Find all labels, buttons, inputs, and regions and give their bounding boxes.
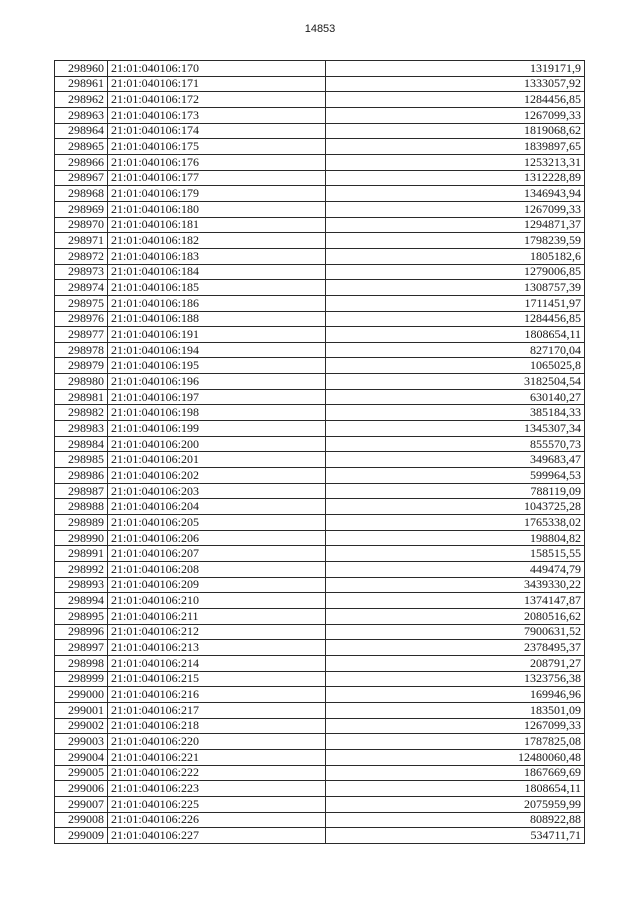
timestamp-cell: 21:01:040106:203: [108, 483, 326, 499]
value-cell: 169946,96: [326, 687, 585, 703]
timestamp-cell: 21:01:040106:200: [108, 436, 326, 452]
value-cell: 599964,53: [326, 468, 585, 484]
table-row: [55, 421, 585, 437]
timestamp-cell: 21:01:040106:225: [108, 796, 326, 812]
timestamp-cell: 21:01:040106:209: [108, 577, 326, 593]
timestamp-cell: 21:01:040106:196: [108, 374, 326, 390]
value-cell: 788119,09: [326, 483, 585, 499]
table-row: [55, 765, 585, 781]
table-row: [55, 749, 585, 765]
table-row: [55, 405, 585, 421]
index-cell: 299009: [55, 828, 108, 844]
index-cell: 299006: [55, 781, 108, 797]
timestamp-cell: 21:01:040106:198: [108, 405, 326, 421]
index-cell: 298978: [55, 342, 108, 358]
table-row: [55, 327, 585, 343]
value-cell: 1065025,8: [326, 358, 585, 374]
timestamp-cell: 21:01:040106:220: [108, 734, 326, 750]
value-cell: 1284456,85: [326, 311, 585, 327]
timestamp-cell: 21:01:040106:206: [108, 530, 326, 546]
index-cell: 298983: [55, 421, 108, 437]
timestamp-cell: 21:01:040106:214: [108, 655, 326, 671]
value-cell: 855570,73: [326, 436, 585, 452]
value-cell: 449474,79: [326, 562, 585, 578]
table-row: [55, 796, 585, 812]
timestamp-cell: 21:01:040106:207: [108, 546, 326, 562]
timestamp-cell: 21:01:040106:218: [108, 718, 326, 734]
table-row: [55, 812, 585, 828]
table-row: [55, 640, 585, 656]
index-cell: 298981: [55, 389, 108, 405]
timestamp-cell: 21:01:040106:216: [108, 687, 326, 703]
table-row: [55, 280, 585, 296]
page-number: 14853: [304, 23, 336, 35]
index-cell: 298962: [55, 92, 108, 108]
value-cell: 1808654,11: [326, 327, 585, 343]
table-row: [55, 76, 585, 92]
value-cell: 1808654,11: [326, 781, 585, 797]
index-cell: 298987: [55, 483, 108, 499]
value-cell: 808922,88: [326, 812, 585, 828]
value-cell: 1346943,94: [326, 186, 585, 202]
timestamp-cell: 21:01:040106:208: [108, 562, 326, 578]
index-cell: 299003: [55, 734, 108, 750]
timestamp-cell: 21:01:040106:197: [108, 389, 326, 405]
timestamp-cell: 21:01:040106:180: [108, 201, 326, 217]
value-cell: 349683,47: [326, 452, 585, 468]
timestamp-cell: 21:01:040106:174: [108, 123, 326, 139]
value-cell: 3439330,22: [326, 577, 585, 593]
timestamp-cell: 21:01:040106:184: [108, 264, 326, 280]
timestamp-cell: 21:01:040106:188: [108, 311, 326, 327]
table-row: [55, 217, 585, 233]
index-cell: 298965: [55, 139, 108, 155]
index-cell: 298980: [55, 374, 108, 390]
value-cell: 1267099,33: [326, 718, 585, 734]
index-cell: 298964: [55, 123, 108, 139]
table-row: [55, 608, 585, 624]
table-row: [55, 389, 585, 405]
index-cell: 298966: [55, 154, 108, 170]
table-row: [55, 468, 585, 484]
index-cell: 299008: [55, 812, 108, 828]
value-cell: 1312228,89: [326, 170, 585, 186]
index-cell: 298960: [55, 61, 108, 77]
table-row: [55, 562, 585, 578]
table-row: [55, 139, 585, 155]
index-cell: 298989: [55, 515, 108, 531]
table-row: [55, 483, 585, 499]
table-row: [55, 154, 585, 170]
table-row: [55, 828, 585, 844]
timestamp-cell: 21:01:040106:213: [108, 640, 326, 656]
index-cell: 298969: [55, 201, 108, 217]
value-cell: 198804,82: [326, 530, 585, 546]
value-cell: 12480060,48: [326, 749, 585, 765]
value-cell: 183501,09: [326, 702, 585, 718]
index-cell: 298998: [55, 655, 108, 671]
value-cell: 1787825,08: [326, 734, 585, 750]
timestamp-cell: 21:01:040106:183: [108, 248, 326, 264]
value-cell: 1805182,6: [326, 248, 585, 264]
table-row: [55, 452, 585, 468]
table-row: [55, 248, 585, 264]
index-cell: 298971: [55, 233, 108, 249]
value-cell: 1253213,31: [326, 154, 585, 170]
index-cell: 298972: [55, 248, 108, 264]
value-cell: 1308757,39: [326, 280, 585, 296]
value-cell: 1765338,02: [326, 515, 585, 531]
table-row: [55, 233, 585, 249]
index-cell: 298993: [55, 577, 108, 593]
timestamp-cell: 21:01:040106:205: [108, 515, 326, 531]
table-row: [55, 702, 585, 718]
table-row: [55, 687, 585, 703]
index-cell: 298967: [55, 170, 108, 186]
table-row: [55, 530, 585, 546]
value-cell: 7900631,52: [326, 624, 585, 640]
timestamp-cell: 21:01:040106:226: [108, 812, 326, 828]
index-cell: 298979: [55, 358, 108, 374]
table-row: [55, 342, 585, 358]
index-cell: 298975: [55, 295, 108, 311]
value-cell: 1043725,28: [326, 499, 585, 515]
index-cell: 298996: [55, 624, 108, 640]
value-cell: 534711,71: [326, 828, 585, 844]
value-cell: 208791,27: [326, 655, 585, 671]
timestamp-cell: 21:01:040106:202: [108, 468, 326, 484]
index-cell: 298982: [55, 405, 108, 421]
table-row: [55, 92, 585, 108]
index-cell: 298977: [55, 327, 108, 343]
timestamp-cell: 21:01:040106:173: [108, 107, 326, 123]
table-row: [55, 734, 585, 750]
index-cell: 298991: [55, 546, 108, 562]
table-row: [55, 718, 585, 734]
value-cell: 3182504,54: [326, 374, 585, 390]
timestamp-cell: 21:01:040106:179: [108, 186, 326, 202]
index-cell: 298976: [55, 311, 108, 327]
table-row: [55, 546, 585, 562]
value-cell: 385184,33: [326, 405, 585, 421]
index-cell: 298985: [55, 452, 108, 468]
timestamp-cell: 21:01:040106:201: [108, 452, 326, 468]
timestamp-cell: 21:01:040106:175: [108, 139, 326, 155]
value-cell: 2075959,99: [326, 796, 585, 812]
value-cell: 1374147,87: [326, 593, 585, 609]
index-cell: 298974: [55, 280, 108, 296]
value-cell: 1319171,9: [326, 61, 585, 77]
timestamp-cell: 21:01:040106:170: [108, 61, 326, 77]
timestamp-cell: 21:01:040106:176: [108, 154, 326, 170]
index-cell: 298970: [55, 217, 108, 233]
value-cell: 2378495,37: [326, 640, 585, 656]
timestamp-cell: 21:01:040106:182: [108, 233, 326, 249]
value-cell: 1711451,97: [326, 295, 585, 311]
value-cell: 158515,55: [326, 546, 585, 562]
timestamp-cell: 21:01:040106:195: [108, 358, 326, 374]
timestamp-cell: 21:01:040106:227: [108, 828, 326, 844]
timestamp-cell: 21:01:040106:177: [108, 170, 326, 186]
index-cell: 298973: [55, 264, 108, 280]
timestamp-cell: 21:01:040106:181: [108, 217, 326, 233]
table-row: [55, 655, 585, 671]
value-cell: 827170,04: [326, 342, 585, 358]
table-row: [55, 264, 585, 280]
timestamp-cell: 21:01:040106:222: [108, 765, 326, 781]
value-cell: 1279006,85: [326, 264, 585, 280]
index-cell: 298994: [55, 593, 108, 609]
table-row: [55, 123, 585, 139]
timestamp-cell: 21:01:040106:204: [108, 499, 326, 515]
table-row: [55, 436, 585, 452]
table-body: [55, 61, 585, 844]
value-cell: 1839897,65: [326, 139, 585, 155]
table-row: [55, 671, 585, 687]
table-row: [55, 107, 585, 123]
table-row: [55, 593, 585, 609]
table-row: [55, 186, 585, 202]
value-cell: 2080516,62: [326, 608, 585, 624]
timestamp-cell: 21:01:040106:217: [108, 702, 326, 718]
timestamp-cell: 21:01:040106:212: [108, 624, 326, 640]
value-cell: 1819068,62: [326, 123, 585, 139]
timestamp-cell: 21:01:040106:171: [108, 76, 326, 92]
table-row: [55, 577, 585, 593]
index-cell: 298988: [55, 499, 108, 515]
index-cell: 298995: [55, 608, 108, 624]
timestamp-cell: 21:01:040106:191: [108, 327, 326, 343]
table-row: [55, 311, 585, 327]
table-row: [55, 499, 585, 515]
value-cell: 1798239,59: [326, 233, 585, 249]
value-cell: 1267099,33: [326, 201, 585, 217]
index-cell: 299001: [55, 702, 108, 718]
table-row: [55, 170, 585, 186]
index-cell: 298986: [55, 468, 108, 484]
index-cell: 298992: [55, 562, 108, 578]
timestamp-cell: 21:01:040106:185: [108, 280, 326, 296]
index-cell: 299000: [55, 687, 108, 703]
timestamp-cell: 21:01:040106:172: [108, 92, 326, 108]
index-cell: 298990: [55, 530, 108, 546]
value-cell: 630140,27: [326, 389, 585, 405]
timestamp-cell: 21:01:040106:194: [108, 342, 326, 358]
value-cell: 1345307,34: [326, 421, 585, 437]
timestamp-cell: 21:01:040106:223: [108, 781, 326, 797]
index-cell: 298984: [55, 436, 108, 452]
value-cell: 1867669,69: [326, 765, 585, 781]
table-row: [55, 358, 585, 374]
index-cell: 298997: [55, 640, 108, 656]
data-table: [54, 60, 585, 844]
index-cell: 299005: [55, 765, 108, 781]
table-row: [55, 201, 585, 217]
value-cell: 1323756,38: [326, 671, 585, 687]
table-row: [55, 61, 585, 77]
table-row: [55, 781, 585, 797]
index-cell: 299004: [55, 749, 108, 765]
timestamp-cell: 21:01:040106:215: [108, 671, 326, 687]
table-row: [55, 624, 585, 640]
index-cell: 298963: [55, 107, 108, 123]
table-row: [55, 515, 585, 531]
index-cell: 299002: [55, 718, 108, 734]
value-cell: 1284456,85: [326, 92, 585, 108]
value-cell: 1333057,92: [326, 76, 585, 92]
index-cell: 298961: [55, 76, 108, 92]
timestamp-cell: 21:01:040106:186: [108, 295, 326, 311]
index-cell: 298968: [55, 186, 108, 202]
timestamp-cell: 21:01:040106:211: [108, 608, 326, 624]
table-row: [55, 374, 585, 390]
timestamp-cell: 21:01:040106:210: [108, 593, 326, 609]
timestamp-cell: 21:01:040106:221: [108, 749, 326, 765]
index-cell: 298999: [55, 671, 108, 687]
value-cell: 1294871,37: [326, 217, 585, 233]
value-cell: 1267099,33: [326, 107, 585, 123]
table-row: [55, 295, 585, 311]
index-cell: 299007: [55, 796, 108, 812]
timestamp-cell: 21:01:040106:199: [108, 421, 326, 437]
